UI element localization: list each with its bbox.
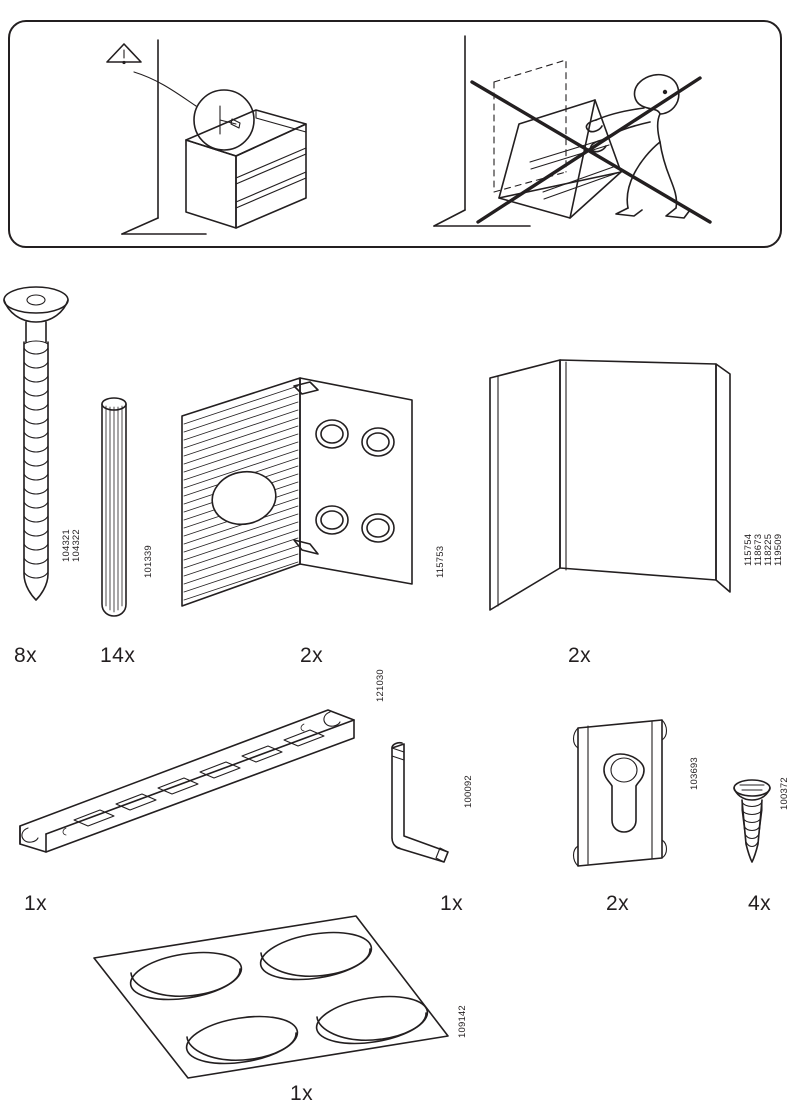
part-number-100372: 100372 bbox=[779, 777, 790, 810]
folded-side-panel-illustration bbox=[480, 348, 740, 628]
quantity-wood-screw: 4x bbox=[748, 892, 772, 915]
part-number-104322: 104322 bbox=[71, 529, 82, 562]
part-number-100092: 100092 bbox=[463, 775, 474, 808]
long-countersunk-screw-illustration bbox=[2, 282, 82, 622]
part-number-121030: 121030 bbox=[375, 669, 386, 702]
wall-fixing-bracket-illustration bbox=[566, 714, 686, 874]
wooden-dowel-illustration bbox=[96, 390, 146, 630]
part-number-118225: 118225 bbox=[763, 533, 774, 566]
quantity-allen-key: 1x bbox=[440, 892, 464, 915]
adhesive-floor-pads-illustration bbox=[84, 908, 464, 1088]
part-number-101339: 101339 bbox=[143, 545, 154, 578]
quantity-rail: 1x bbox=[24, 892, 48, 915]
hinged-corner-panel-illustration bbox=[170, 368, 430, 628]
part-number-119509: 119509 bbox=[773, 533, 784, 566]
quantity-dowel: 14x bbox=[100, 644, 136, 667]
part-number-109142: 109142 bbox=[457, 1005, 468, 1038]
wood-screw-illustration bbox=[730, 776, 786, 876]
quantity-side-panel: 2x bbox=[568, 644, 592, 667]
quantity-corner-panel: 2x bbox=[300, 644, 324, 667]
part-number-115754: 115754 bbox=[743, 533, 754, 566]
part-number-103693: 103693 bbox=[689, 757, 700, 790]
part-number-118673: 118673 bbox=[753, 533, 764, 566]
part-number-115753: 115753 bbox=[435, 545, 446, 578]
quantity-long-screw: 8x bbox=[14, 644, 38, 667]
part-number-104321: 104321 bbox=[61, 529, 72, 562]
slotted-support-rail-illustration bbox=[8, 694, 368, 874]
quantity-wall-bracket: 2x bbox=[606, 892, 630, 915]
quantity-floor-pads: 1x bbox=[290, 1082, 314, 1105]
